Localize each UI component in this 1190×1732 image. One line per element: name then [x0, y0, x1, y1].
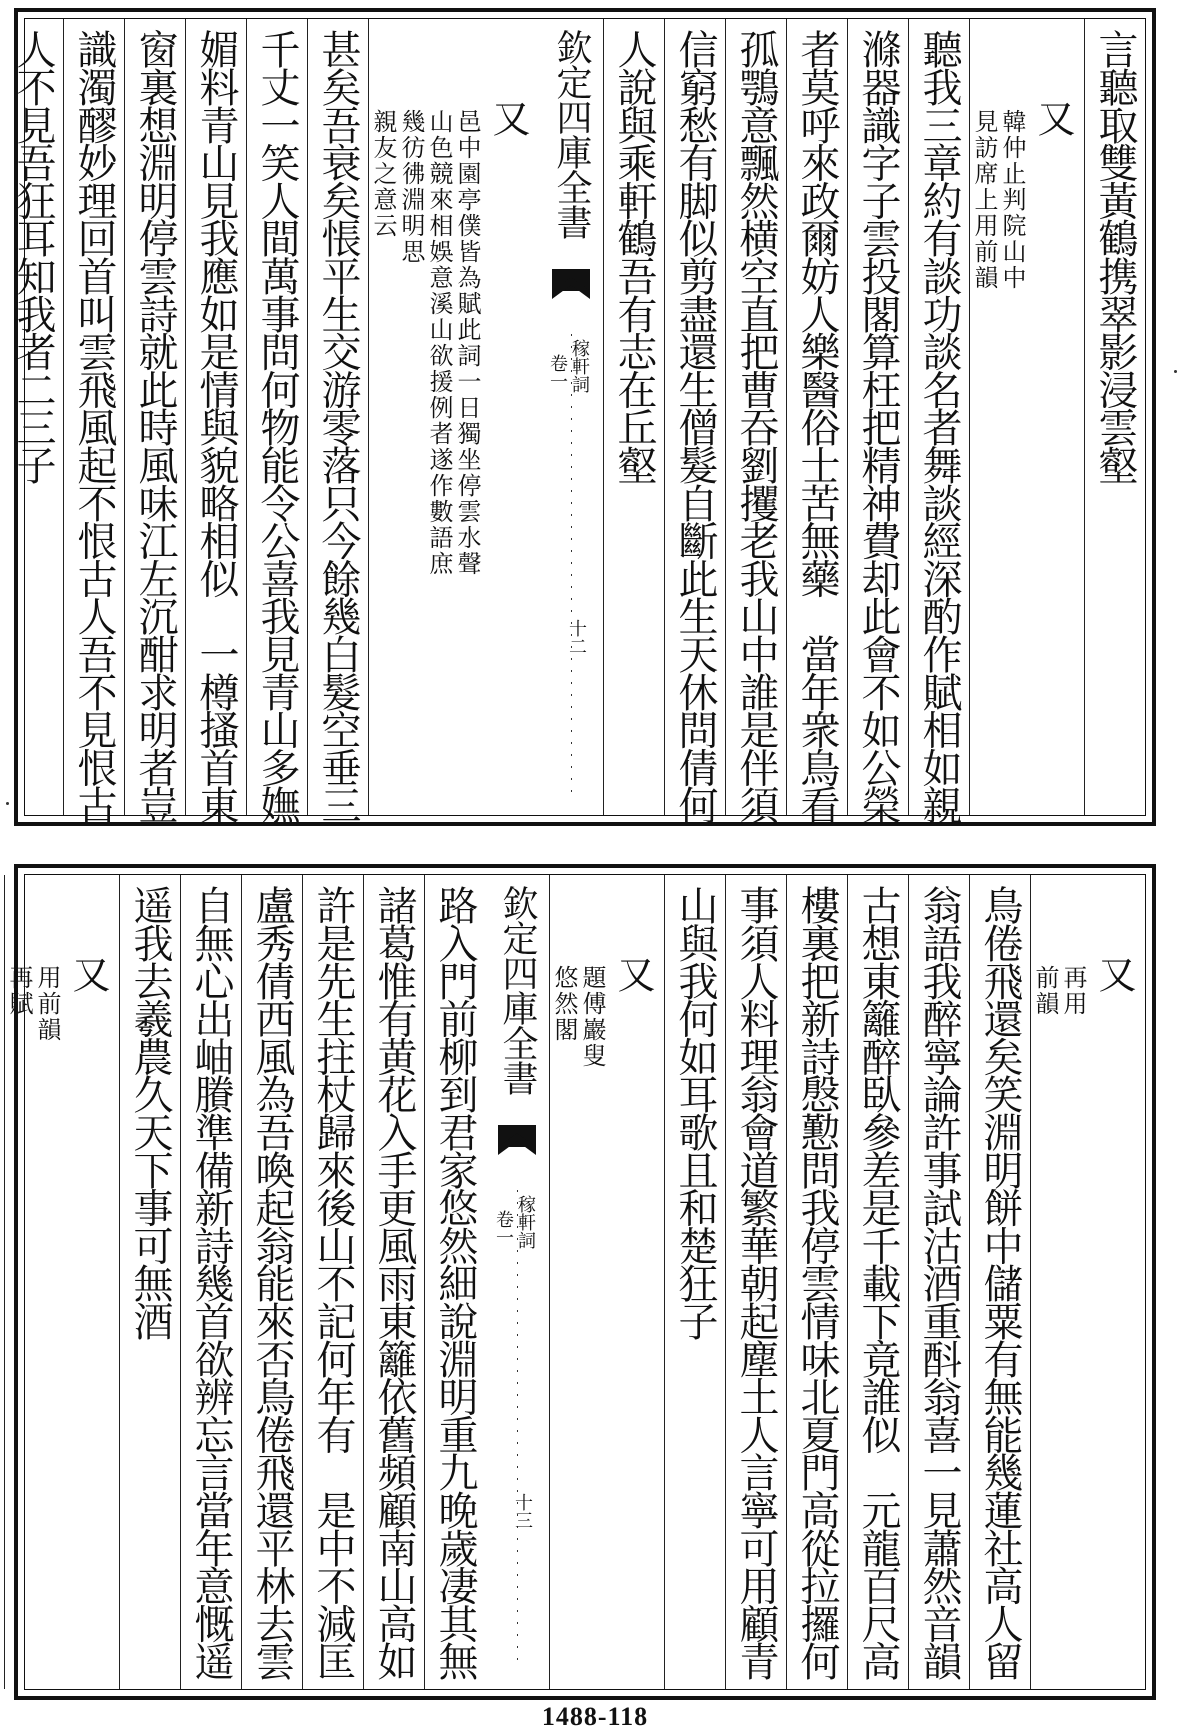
text-column	[786, 875, 847, 1689]
book-title: 欽定四庫全書	[551, 29, 592, 239]
poem-heading: 又	[486, 99, 530, 137]
text-column	[241, 875, 302, 1689]
heading-block	[550, 885, 664, 1069]
heading-block	[5, 885, 119, 1043]
heading-block	[369, 29, 539, 577]
fold-line	[570, 334, 573, 794]
heading-notes	[970, 109, 1026, 291]
text-line: 翁語我醉寧論許事試沽酒重酙翁喜一見蕭然音韻	[916, 885, 962, 1679]
text-line: 遥我去羲農久天下事可無酒	[127, 885, 173, 1339]
heading-column	[1030, 875, 1145, 1689]
center-fold-column	[485, 875, 549, 1689]
text-line: 樓裏把新詩慇懃問我停雲情味北夏門高從拉攞何	[794, 885, 840, 1679]
text-column	[246, 19, 307, 823]
text-line: 媚料青山見我應如是情與貌略相似 一樽搔首東	[193, 29, 239, 823]
text-column	[908, 875, 969, 1689]
heading-note: 邑中園亭僕皆為賦此詞一日獨坐停雲水聲	[453, 109, 481, 577]
text-line: 盧秀倩西風為吾喚起翁能來否鳥倦飛還平林去雲	[249, 885, 295, 1679]
text-line: 千丈一笑人間萬事問何物能令公喜我見青山多嫵	[254, 29, 300, 823]
page-top	[10, 8, 1156, 826]
text-line: 甚矣吾衰矣悵平生交游零落只今餘幾白髮空垂三	[315, 29, 361, 823]
heading-note: 幾彷彿淵明思	[397, 109, 425, 265]
text-line: 自無心出岫賸準備新詩幾首欲辨忘言當年意慨遥	[188, 885, 234, 1679]
text-line: 識濁醪妙理回首叫雲飛風起不恨古人吾不見恨古	[71, 29, 117, 823]
heading-column	[969, 19, 1084, 815]
page-number-footer: 1488-118	[541, 1702, 649, 1731]
heading-column	[549, 875, 664, 1689]
scan-speck	[1174, 370, 1177, 373]
poem-heading: 又	[1031, 99, 1075, 137]
text-line: 信窮愁有脚似剪盡還生僧髮自斷此生天休問倩何	[672, 29, 718, 823]
heading-note: 山色競來相娛意溪山欲援例者遂作數語庶	[425, 109, 453, 577]
folio-number: 十三	[512, 1493, 533, 1529]
text-line: 言聽取雙黃鶴携翠影浸雲壑	[1092, 29, 1138, 483]
text-column	[664, 19, 725, 823]
text-column	[969, 875, 1030, 1689]
heading-note: 再賦	[5, 965, 33, 1017]
heading-note: 悠然閣	[550, 965, 578, 1043]
heading-note: 見訪席上用前韻	[970, 109, 998, 291]
text-column	[363, 875, 424, 1689]
text-column	[302, 875, 363, 1689]
text-column	[63, 19, 124, 823]
text-column	[847, 19, 908, 823]
fold-line	[516, 1190, 519, 1668]
heading-notes	[5, 965, 61, 1043]
text-line: 者莫呼來政爾妨人樂醫俗士苦無藥 當年衆鳥看	[794, 29, 840, 823]
center-fold-column	[539, 19, 603, 815]
text-line: 人不見吾狂耳知我者二三子	[10, 29, 56, 483]
heading-notes	[550, 965, 606, 1069]
page-bottom	[5, 864, 1156, 1700]
text-column	[3, 19, 63, 815]
text-line: 人說與乘軒鶴吾有志在丘壑	[611, 29, 657, 483]
text-line: 許是先生拄杖歸來後山不記何年有 是中不減匡	[310, 885, 356, 1679]
book-title: 欽定四庫全書	[497, 885, 538, 1095]
book-subtitle: 稼軒詞	[569, 339, 590, 393]
poem-heading: 又	[1092, 955, 1136, 993]
text-column	[307, 19, 368, 823]
juan-label: 卷一	[493, 1210, 514, 1246]
text-column	[725, 875, 786, 1689]
text-column	[124, 19, 185, 823]
book-subtitle: 稼軒詞	[515, 1195, 536, 1249]
text-line: 鳥倦飛還矣笑淵明餅中儲粟有無能幾蓮社高人留	[977, 885, 1023, 1679]
text-column	[603, 19, 664, 815]
heading-notes	[1031, 965, 1087, 1017]
text-column	[185, 19, 246, 823]
text-column	[725, 19, 786, 823]
text-line: 滌器識字子雲投閣算枉把精神費却此會不如公榮	[855, 29, 901, 823]
fish-tail-mark	[552, 269, 590, 329]
text-line: 聽我三章約有談功談名者舞談經深酌作賦相如親	[916, 29, 962, 823]
text-line	[0, 885, 4, 1679]
text-column	[180, 875, 241, 1689]
heading-note: 韓仲止判院山中	[998, 109, 1026, 291]
text-column	[786, 19, 847, 823]
scan-speck	[6, 802, 9, 805]
poem-heading: 又	[66, 955, 110, 993]
text-line: 事須人料理翁會道繁華朝起塵土人言寧可用顧青	[733, 885, 779, 1679]
page-top-frame	[10, 18, 1146, 823]
heading-block	[970, 29, 1084, 291]
fish-tail-mark	[498, 1125, 536, 1185]
text-column	[664, 875, 725, 1689]
text-column	[908, 19, 969, 823]
text-column	[0, 875, 4, 1689]
heading-note: 題傅巖叟	[578, 965, 606, 1069]
text-line: 窗裏想淵明停雲詩就此時風味江左沉酣求明者豈	[132, 29, 178, 823]
text-line: 古想東籬醉臥參差是千載下竟誰似 元龍百尺高	[855, 885, 901, 1679]
folio-number: 十二	[566, 619, 587, 655]
text-line: 山與我何如耳歌且和楚狂子	[672, 885, 718, 1339]
heading-note: 再用	[1059, 965, 1087, 1017]
text-line: 諸葛惟有黄花入手更風雨東籬依舊頻顧南山高如	[371, 885, 417, 1679]
page-bottom-frame	[5, 874, 1146, 1690]
heading-column	[368, 19, 539, 815]
juan-label: 卷一	[547, 354, 568, 390]
heading-block	[1031, 885, 1145, 1017]
poem-heading: 又	[611, 955, 655, 993]
text-line: 路入門前柳到君家悠然細說淵明重九晚歲凄其無	[432, 885, 478, 1679]
text-column	[119, 875, 180, 1689]
text-column	[847, 875, 908, 1689]
text-column	[424, 875, 485, 1689]
text-line: 孤鶚意飄然横空直把曹吞劉攫老我山中誰是伴須	[733, 29, 779, 823]
heading-note: 用前韻	[33, 965, 61, 1043]
heading-column	[4, 875, 119, 1689]
heading-note: 親友之意云	[369, 109, 397, 239]
heading-note: 前韻	[1031, 965, 1059, 1017]
text-column	[1084, 19, 1145, 815]
heading-notes	[369, 109, 481, 577]
